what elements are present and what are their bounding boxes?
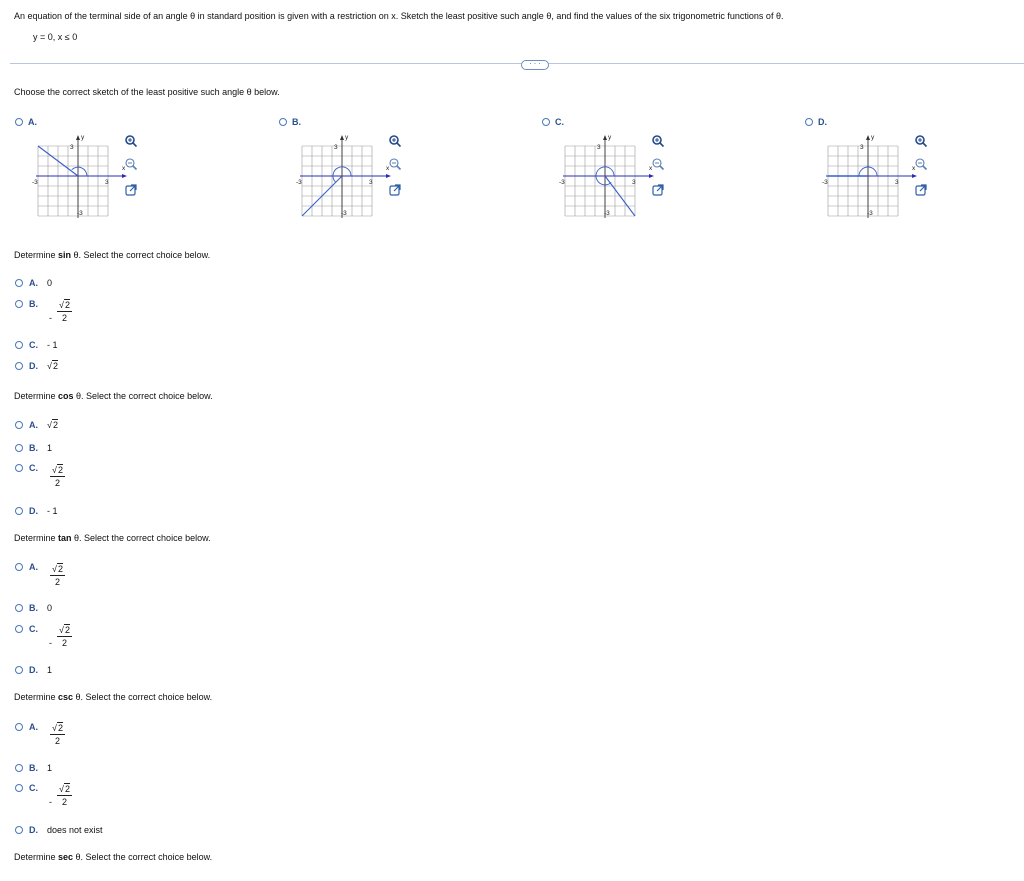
option-letter: B.	[29, 603, 38, 613]
x-axis-label: x	[386, 165, 390, 172]
option-letter: D.	[29, 825, 38, 835]
sketch-prompt: Choose the correct sketch of the least positive such angle θ below.	[14, 87, 280, 97]
csc-radio-c[interactable]	[15, 784, 23, 792]
popout-icon[interactable]	[124, 183, 138, 197]
sin-value-d: √2	[47, 361, 58, 371]
radio-c[interactable]	[542, 118, 550, 126]
tan-neg-sign-c: -	[49, 638, 52, 648]
cos-radio-b[interactable]	[15, 444, 23, 452]
popout-icon[interactable]	[651, 183, 665, 197]
csc-radio-d[interactable]	[15, 826, 23, 834]
zoom-out-icon[interactable]	[651, 157, 665, 171]
csc-fraction-c: $\frac{√2}{2}$	[59, 784, 70, 807]
sin-radio-d[interactable]	[15, 362, 23, 370]
option-letter: A.	[29, 562, 38, 572]
radio-d[interactable]	[805, 118, 813, 126]
cos-radio-c[interactable]	[15, 464, 23, 472]
option-letter: C.	[555, 117, 564, 127]
tan-prompt: Determine tan θ. Select the correct choice below.	[14, 533, 211, 543]
zoom-out-icon[interactable]	[914, 157, 928, 171]
tan-radio-d[interactable]	[15, 666, 23, 674]
popout-icon[interactable]	[388, 183, 402, 197]
option-letter: A.	[29, 722, 38, 732]
tan-fraction-c: $\frac{√2}{2}$	[59, 625, 70, 648]
x-axis-arrow	[122, 174, 127, 178]
zoom-out-icon[interactable]	[388, 157, 402, 171]
option-letter: B.	[29, 299, 38, 309]
magnifier-handle	[923, 166, 927, 170]
x-axis-arrow	[912, 174, 917, 178]
y-axis-arrow	[340, 135, 344, 140]
cos-value-a: √2	[47, 420, 58, 430]
tick-label-x-neg: -3	[822, 179, 828, 186]
zoom-in-icon[interactable]	[651, 134, 665, 148]
tick-label-x-neg: -3	[296, 179, 302, 186]
option-letter: D.	[29, 665, 38, 675]
tick-label-y-pos: 3	[860, 144, 864, 151]
sin-neg-sign-b: -	[49, 313, 52, 323]
cos-radio-d[interactable]	[15, 507, 23, 515]
x-axis-label: x	[649, 165, 653, 172]
x-axis-arrow	[386, 174, 391, 178]
sin-fraction-b: $\frac{√2}{2}$	[59, 300, 70, 323]
option-letter: C.	[29, 463, 38, 473]
y-axis-arrow	[866, 135, 870, 140]
zoom-in-icon[interactable]	[914, 134, 928, 148]
sin-prompt: Determine sin θ. Select the correct choice below.	[14, 250, 211, 260]
y-axis-arrow	[76, 135, 80, 140]
x-axis-label: x	[122, 165, 126, 172]
csc-prompt: Determine csc θ. Select the correct choice below.	[14, 692, 213, 702]
magnifier-handle	[660, 166, 664, 170]
zoom-out-icon[interactable]	[124, 157, 138, 171]
tan-radio-c[interactable]	[15, 625, 23, 633]
option-letter: A.	[28, 117, 37, 127]
csc-radio-b[interactable]	[15, 764, 23, 772]
cos-value-d: - 1	[47, 506, 58, 516]
option-letter: D.	[818, 117, 827, 127]
tick-label-x-pos: 3	[632, 179, 636, 186]
y-axis-label: y	[608, 134, 612, 141]
cos-value-b: 1	[47, 443, 53, 453]
tick-label-x-neg: -3	[559, 179, 565, 186]
sin-radio-a[interactable]	[15, 279, 23, 287]
magnifier-handle	[660, 143, 664, 147]
tick-label-x-pos: 3	[369, 179, 373, 186]
zoom-in-icon[interactable]	[124, 134, 138, 148]
y-axis-label: y	[871, 134, 875, 141]
tick-label-x-pos: 3	[105, 179, 109, 186]
option-letter: D.	[29, 506, 38, 516]
y-axis-label: y	[81, 134, 85, 141]
cos-fraction-c: $\frac{√2}{2}$	[52, 465, 63, 488]
zoom-in-icon[interactable]	[388, 134, 402, 148]
radio-b[interactable]	[279, 118, 287, 126]
option-letter: B.	[292, 117, 301, 127]
magnifier-handle	[397, 166, 401, 170]
section-divider	[10, 63, 1024, 64]
more-button[interactable]: · · ·	[521, 60, 549, 70]
tick-label-y-neg: -3	[77, 210, 83, 217]
y-axis-label: y	[345, 134, 349, 141]
tick-label-y-neg: -3	[341, 210, 347, 217]
tan-value-d: 1	[47, 665, 53, 675]
sin-value-a: 0	[47, 278, 53, 288]
option-letter: C.	[29, 624, 38, 634]
option-letter: A.	[29, 420, 38, 430]
tick-label-y-neg: -3	[867, 210, 873, 217]
option-letter: D.	[29, 361, 38, 371]
sec-prompt: Determine sec θ. Select the correct choice below.	[14, 852, 213, 862]
question-text: An equation of the terminal side of an angle θ in standard position is given with a restriction on x. Sketch the least positive such angle θ, and find the values of the six trigonometric functions of θ.	[14, 11, 784, 21]
y-axis-arrow	[603, 135, 607, 140]
tan-radio-b[interactable]	[15, 604, 23, 612]
radio-a[interactable]	[15, 118, 23, 126]
option-letter: C.	[29, 783, 38, 793]
csc-radio-a[interactable]	[15, 723, 23, 731]
option-letter: B.	[29, 763, 38, 773]
option-letter: C.	[29, 340, 38, 350]
tan-fraction-a: $\frac{√2}{2}$	[52, 564, 63, 587]
cos-prompt: Determine cos θ. Select the correct choice below.	[14, 391, 213, 401]
csc-value-b: 1	[47, 763, 53, 773]
sin-radio-b[interactable]	[15, 300, 23, 308]
csc-value-d: does not exist	[47, 825, 103, 835]
tick-label-x-neg: -3	[32, 179, 38, 186]
x-axis-label: x	[912, 165, 916, 172]
tan-value-b: 0	[47, 603, 53, 613]
option-letter: A.	[29, 278, 38, 288]
x-axis-arrow	[649, 174, 654, 178]
tan-radio-a[interactable]	[15, 563, 23, 571]
tick-label-y-pos: 3	[334, 144, 338, 151]
tick-label-y-neg: -3	[604, 210, 610, 217]
sin-value-c: - 1	[47, 340, 58, 350]
popout-icon[interactable]	[914, 183, 928, 197]
magnifier-handle	[923, 143, 927, 147]
cos-radio-a[interactable]	[15, 421, 23, 429]
question-equation: y = 0, x ≤ 0	[33, 32, 78, 42]
magnifier-handle	[397, 143, 401, 147]
csc-neg-sign-c: -	[49, 797, 52, 807]
tick-label-y-pos: 3	[597, 144, 601, 151]
magnifier-handle	[133, 166, 137, 170]
option-letter: B.	[29, 443, 38, 453]
csc-fraction-a: $\frac{√2}{2}$	[52, 723, 63, 746]
tick-label-x-pos: 3	[895, 179, 899, 186]
sin-radio-c[interactable]	[15, 341, 23, 349]
magnifier-handle	[133, 143, 137, 147]
angle-arc	[72, 167, 87, 176]
tick-label-y-pos: 3	[70, 144, 74, 151]
